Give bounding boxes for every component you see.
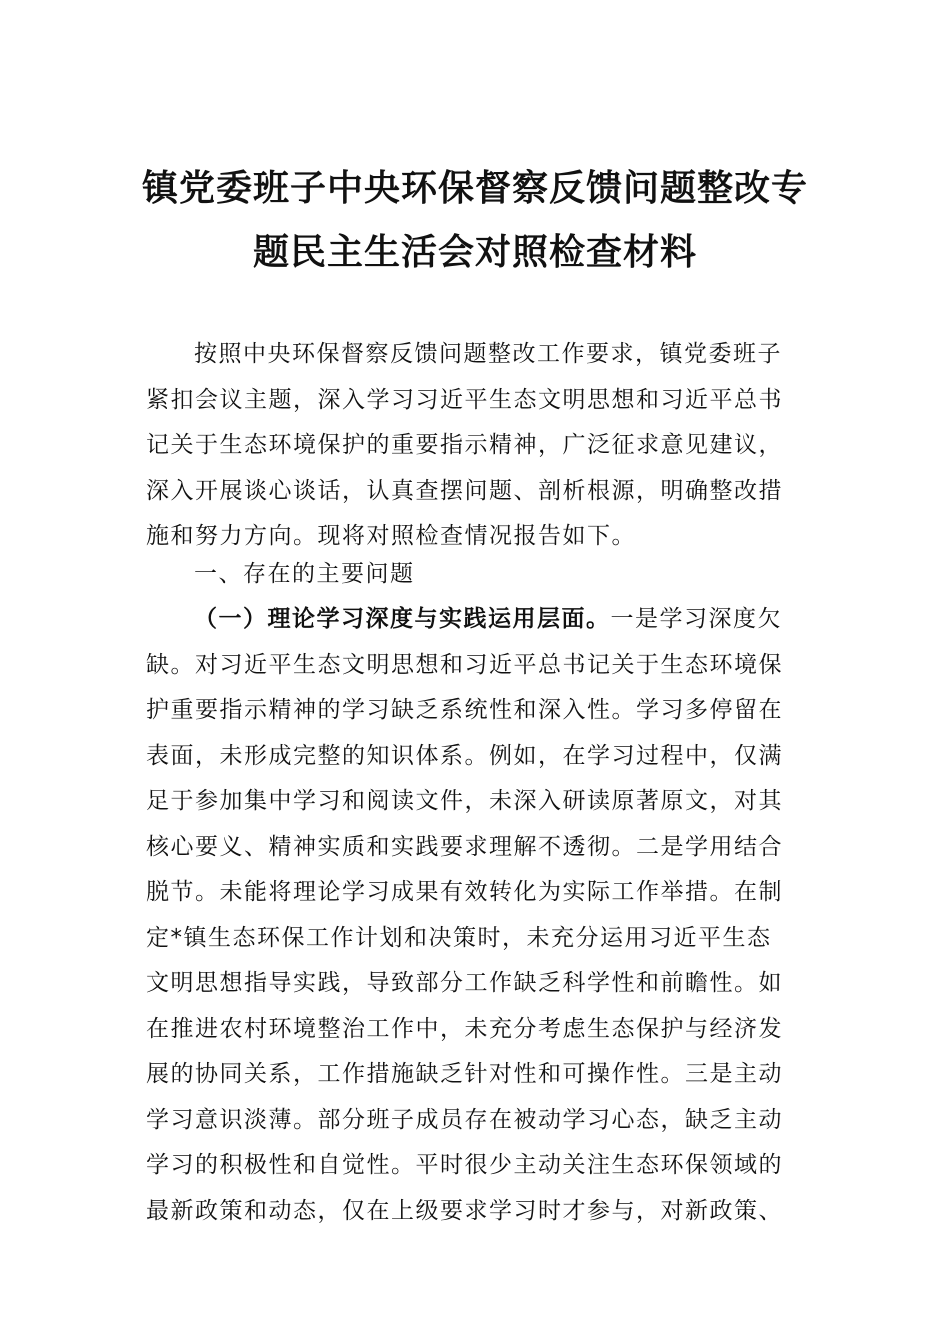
body-line: 最新政策和动态，仅在上级要求学习时才参与，对新政策、 [146,1197,783,1224]
body-line: 足于参加集中学习和阅读文件，未深入研读原著原文，对其 [146,788,783,814]
intro-paragraph [146,332,810,560]
section-1 [146,552,810,598]
subsection-1-first-line-text: 一是学习深度欠 [610,606,782,632]
body-line: 护重要指示精神的学习缺乏系统性和深入性。学习多停留在 [146,697,783,723]
intro-line: 紧扣会议主题，深入学习习近平生态文明思想和习近平总书 [146,386,783,413]
body-line: 脱节。未能将理论学习成果有效转化为实际工作举措。在制 [146,879,783,905]
body-line: 学习意识淡薄。部分班子成员存在被动学习心态，缺乏主动 [146,1106,783,1133]
intro-line: 记关于生态环境保护的重要指示精神，广泛征求意见建议， [146,432,783,458]
subsection-1-first-line [146,597,810,643]
body-line: 缺。对习近平生态文明思想和习近平总书记关于生态环境保 [146,651,783,678]
subsection-1-heading: （一）理论学习深度与实践运用层面。 [194,606,611,632]
body-line: 在推进农村环境整治工作中，未充分考虑生态保护与经济发 [146,1015,783,1042]
body-line: 核心要义、精神实质和实践要求理解不透彻。二是学用结合 [146,833,783,860]
section-1-heading: 一、存在的主要问题 [194,561,415,587]
subsection-1-paragraph [146,597,810,1234]
intro-line: 施和努力方向。现将对照检查情况报告如下。 [146,523,636,549]
intro-line: 深入开展谈心谈话，认真查摆问题、剖析根源，明确整改措 [146,477,783,504]
body-line: 学习的积极性和自觉性。平时很少主动关注生态环保领域的 [146,1152,783,1178]
intro-line: 按照中央环保督察反馈问题整改工作要求，镇党委班子 [194,341,782,367]
body-line: 展的协同关系，工作措施缺乏针对性和可操作性。三是主动 [146,1061,783,1087]
body-line: 定*镇生态环保工作计划和决策时，未充分运用习近平生态 [146,924,772,951]
body-line: 文明思想指导实践，导致部分工作缺乏科学性和前瞻性。如 [146,970,783,996]
document-title-line-2: 题民主生活会对照检查材料 [252,231,697,273]
body-line: 表面，未形成完整的知识体系。例如，在学习过程中，仅满 [146,742,783,769]
document-title-line-1: 镇党委班子中央环保督察反馈问题整改专 [141,167,808,209]
